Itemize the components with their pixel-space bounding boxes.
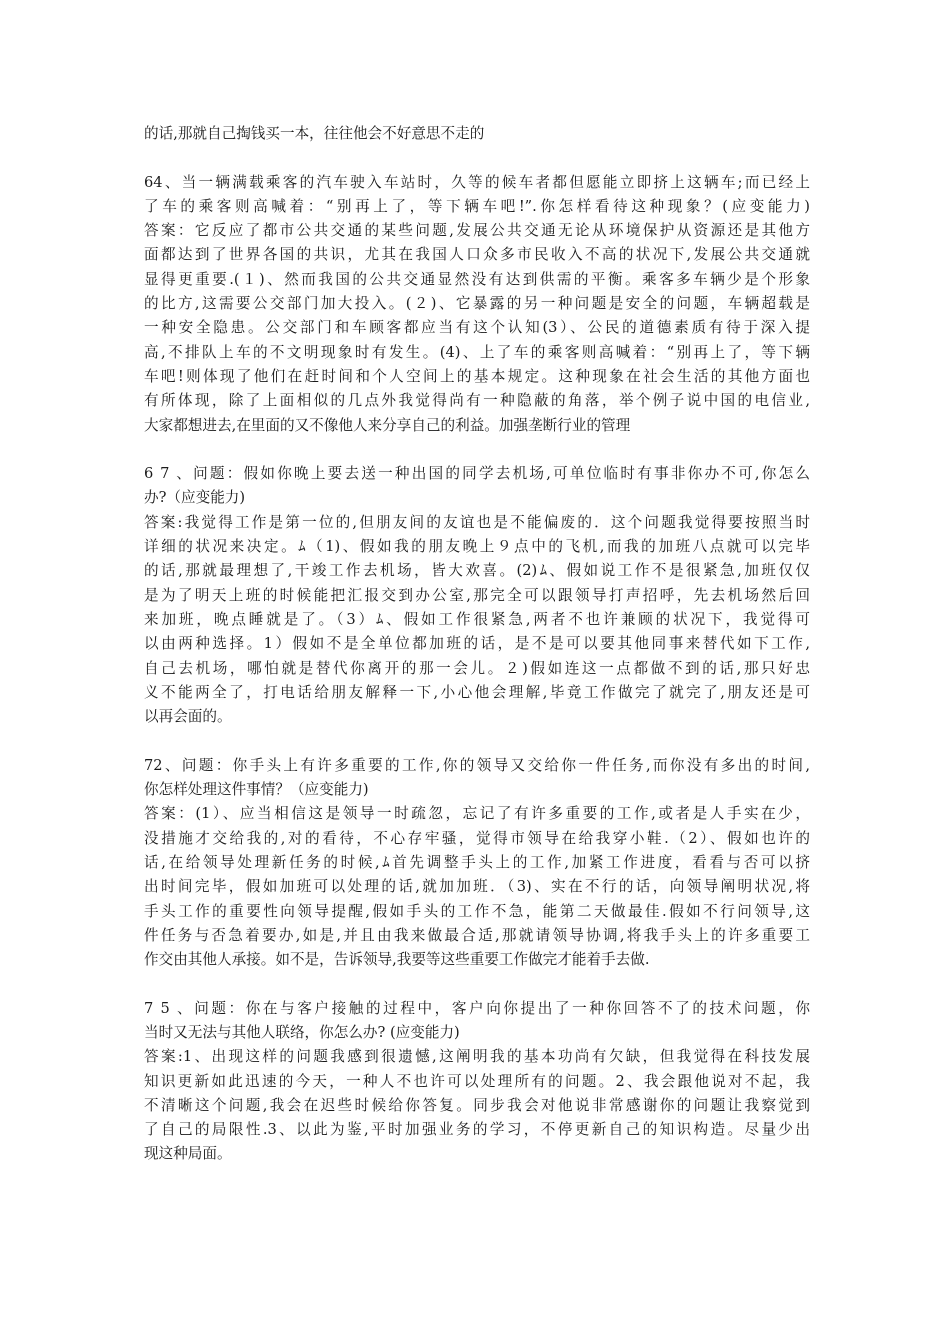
text-line: 没措施才交给我的,对的看待，不心存牢骚，觉得市领导在给我穿小鞋.（2）、假如也许的 xyxy=(144,829,810,847)
text-line: 作交由其他人承接。如不是，告诉领导,我要等这些重要工作做完才能着手去做. xyxy=(144,951,650,969)
question-72 xyxy=(144,754,810,973)
text-line: 答案:我觉得工作是第一位的,但朋友间的友谊也是不能偏废的．这个问题我觉得要按照当时 xyxy=(144,513,810,531)
text-line: 的话,那就自己掏钱买一本，往往他会不好意思不走的 xyxy=(144,125,485,142)
text-line: 手头工作的重要性向领导提醒,假如手头的工作不急，能第二天做最佳.假如不行问领导,这 xyxy=(144,902,810,920)
text-line: 以由两种选择。1）假如不是全单位都加班的话，是不是可以要其他同事来替代如下工作, xyxy=(144,635,810,653)
text-line: 6 7 、问题：假如你晚上要去送一种出国的同学去机场,可单位临时有事非你办不可,你怎么 xyxy=(144,465,810,483)
paragraph-gap xyxy=(144,972,810,996)
text-line: 详细的状况来决定。ﾑ（1)、假如我的朋友晚上９点中的飞机,而我的加班八点就可以完毕 xyxy=(144,538,810,556)
text-line: 大家都想进去,在里面的又不像他人来分享自己的利益。加强垄断行业的管理 xyxy=(144,416,631,434)
text-line: 64、当一辆满载乘客的汽车驶入车站时，久等的候车者都但愿能立即挤上这辆车;而已经上 xyxy=(144,173,810,191)
question-75 xyxy=(144,997,810,1167)
text-line: 出时间完毕，假如加班可以处理的话,就加加班．（3)、实在不行的话，向领导阐明状况,将 xyxy=(144,878,810,896)
text-line: 答案:1、出现这样的问题我感到很遗憾,这阐明我的基本功尚有欠缺，但我觉得在科技发展 xyxy=(144,1048,810,1066)
text-line: 件任务与否急着要办,如是,并且由我来做最合适,那就请领导协调,将我手头上的许多重要工 xyxy=(144,926,810,944)
text-line: 当时又无法与其他人联络，你怎么办? (应变能力) xyxy=(144,1023,460,1041)
text-line: 高,不排队上车的不文明现象时有发生。(4)、上了车的乘客则高喊着：“别再上了，等下辆 xyxy=(144,343,810,361)
text-line: 来加班，晚点睡就是了。（3）ﾑ、假如工作很紧急,两者不也许兼顾的状况下，我觉得可 xyxy=(144,610,810,628)
text-line: 你怎样处理这件事情？（应变能力) xyxy=(144,781,369,799)
paragraph-gap xyxy=(144,438,810,462)
text-line: 现这种局面。 xyxy=(144,1145,232,1163)
text-line: 车吧!则体现了他们在赶时间和个人空间上的基本规定。这种现象在社会生活的其他方面也 xyxy=(144,367,810,385)
text-line: 显得更重要.(１)、然而我国的公共交通显然没有达到供需的平衡。乘客多车辆少是个形象 xyxy=(144,270,810,288)
text-line: 知识更新如此迅速的今天，一种人不也许可以处理所有的问题。2、我会跟他说对不起，我 xyxy=(144,1072,810,1090)
question-67 xyxy=(144,462,810,729)
text-line: 办?（应变能力) xyxy=(144,489,246,507)
text-line: 了车的乘客则高喊着：“别再上了，等下辆车吧!”.你怎样看待这种现象？(应变能力) xyxy=(144,197,810,215)
paragraph-continuation xyxy=(144,122,810,146)
text-line: 一种安全隐患。公交部门和车顾客都应当有这个认知(3）、公民的道德素质有待于深入提 xyxy=(144,319,810,337)
text-line: 的比方,这需要公交部门加大投入。(２)、它暴露的另一种问题是安全的问题，车辆超载是 xyxy=(144,295,810,313)
text-line: 答案：(1）、应当相信这是领导一时疏忽，忘记了有许多重要的工作,或者是人手实在少， xyxy=(144,805,810,823)
paragraph-gap xyxy=(144,729,810,753)
paragraph-gap xyxy=(144,146,810,170)
text-line: 以再会面的。 xyxy=(144,708,232,726)
text-line: 的话,那就最理想了,干竣工作去机场，皆大欢喜。(2)ﾑ、假如说工作不是很紧急,加班仅仅 xyxy=(144,562,810,580)
text-line: 有所体现，除了上面相似的几点外我觉得尚有一种隐蔽的角落，举个例子说中国的电信业, xyxy=(144,392,810,410)
question-64 xyxy=(144,171,810,438)
text-line: 是为了明天上班的时候能把汇报交到办公室,那完全可以跟领导打声招呼，先去机场然后回 xyxy=(144,586,810,604)
text-line: 话,在给领导处理新任务的时候,ﾑ首先调整手头上的工作,加紧工作进度，看看与否可以挤 xyxy=(144,853,810,871)
document-page xyxy=(144,122,810,1167)
text-line: 义不能两全了，打电话给朋友解释一下,小心他会理解,毕竟工作做完了就完了,朋友还是可 xyxy=(144,683,810,701)
text-line: 了自己的局限性.3、以此为鉴,平时加强业务的学习，不停更新自己的知识构造。尽量少出 xyxy=(144,1121,810,1139)
text-line: 答案：它反应了都市公共交通的某些问题,发展公共交通无论从环境保护从资源还是其他方 xyxy=(144,222,810,240)
text-line: 自己去机场，哪怕就是替代你离开的那一会儿。２)假如连这一点都做不到的话,那只好忠 xyxy=(144,659,810,677)
text-line: 面都达到了世界各国的共识，尤其在我国人口众多市民收入不高的状况下,发展公共交通就 xyxy=(144,246,810,264)
text-line: 不清晰这个问题,我会在迟些时候给你答复。同步我会对他说非常感谢你的问题让我察觉到 xyxy=(144,1096,810,1114)
text-line: 7 5 、问题：你在与客户接触的过程中，客户向你提出了一种你回答不了的技术问题，你 xyxy=(144,999,810,1017)
text-line: 72、问题：你手头上有许多重要的工作,你的领导又交给你一件任务,而你没有多出的时间, xyxy=(144,756,810,774)
